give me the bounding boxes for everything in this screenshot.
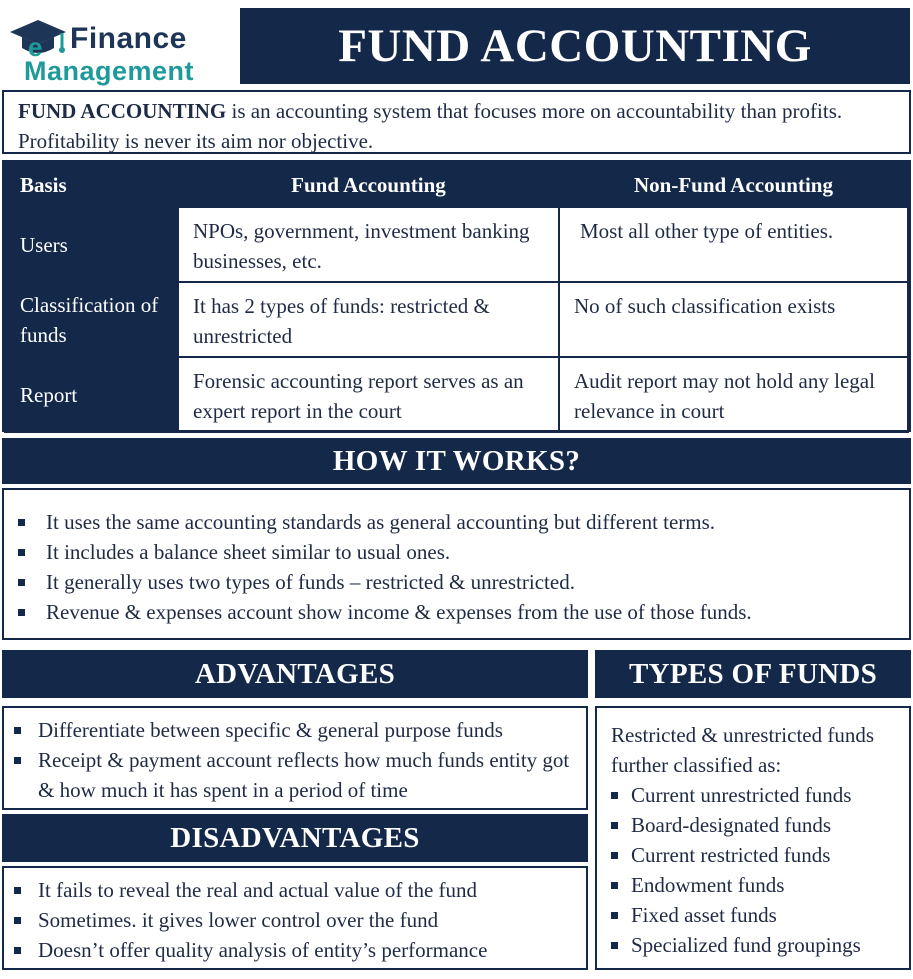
advantages-list — [14, 715, 576, 805]
bullet-icon — [14, 757, 21, 764]
row-fund: NPOs, government, investment banking businesses, etc. — [178, 207, 559, 282]
bullet-icon — [14, 727, 21, 734]
bullet-icon — [611, 792, 618, 799]
disadvantages-heading: DISADVANTAGES — [2, 814, 588, 862]
list-item: Board-designated funds — [611, 810, 895, 840]
bullet-icon — [14, 947, 21, 954]
types-of-funds-intro: Restricted & unrestricted funds further classified as: — [611, 723, 875, 777]
bullet-icon — [611, 882, 618, 889]
header-non-fund-accounting: Non-Fund Accounting — [559, 163, 908, 207]
intro-term: FUND ACCOUNTING — [18, 99, 227, 123]
bullet-icon — [18, 549, 25, 556]
advantages-box — [2, 706, 588, 810]
list-item: Current unrestricted funds — [611, 780, 895, 810]
table-row — [5, 282, 908, 357]
bullet-icon — [611, 912, 618, 919]
row-fund: It has 2 types of funds: restricted & unrestricted — [178, 282, 559, 357]
types-of-funds-list — [611, 780, 895, 960]
how-it-works-box — [2, 488, 911, 640]
logo-finance-text: Finance — [70, 22, 187, 55]
table-row — [5, 207, 908, 282]
list-item: Doesn’t offer quality analysis of entity’s performance — [14, 935, 576, 965]
bullet-icon — [611, 852, 618, 859]
row-nonfund: No of such classification exists — [559, 282, 908, 357]
svg-text:e: e — [28, 32, 43, 60]
logo-management-text: Management — [24, 56, 195, 86]
bullet-icon — [14, 887, 21, 894]
list-item: It fails to reveal the real and actual value of the fund — [14, 875, 576, 905]
page-title: FUND ACCOUNTING — [240, 8, 910, 84]
bullet-icon — [611, 942, 618, 949]
logo — [4, 6, 240, 86]
table-row — [5, 357, 908, 432]
disadvantages-box — [2, 866, 588, 970]
bullet-icon — [611, 822, 618, 829]
row-fund: Forensic accounting report serves as an expert report in the court — [178, 357, 559, 432]
row-basis: Users — [5, 207, 178, 282]
row-basis: Classification of funds — [5, 282, 178, 357]
types-of-funds-box — [595, 706, 911, 970]
list-item: Receipt & payment account reflects how much funds entity got & how much it has spent in a period of time — [14, 745, 576, 805]
table-header-row — [5, 163, 908, 207]
header-fund-accounting: Fund Accounting — [178, 163, 559, 207]
list-item: It uses the same accounting standards as general accounting but different terms. — [18, 507, 895, 537]
header-basis: Basis — [5, 163, 178, 207]
how-it-works-heading: HOW IT WORKS? — [2, 438, 911, 484]
list-item: Sometimes. it gives lower control over the fund — [14, 905, 576, 935]
list-item: It includes a balance sheet similar to usual ones. — [18, 537, 895, 567]
graduation-cap-icon — [6, 14, 68, 60]
comparison-table — [2, 160, 911, 432]
intro-box — [2, 90, 911, 154]
list-item: Specialized fund groupings — [611, 930, 895, 960]
bullet-icon — [18, 609, 25, 616]
bullet-icon — [18, 579, 25, 586]
list-item: Revenue & expenses account show income & expenses from the use of those funds. — [18, 597, 895, 627]
list-item: Differentiate between specific & general purpose funds — [14, 715, 576, 745]
row-basis: Report — [5, 357, 178, 432]
bullet-icon — [18, 519, 25, 526]
list-item: Fixed asset funds — [611, 900, 895, 930]
bullet-icon — [14, 917, 21, 924]
intro-text: is an accounting system that focuses more on accountability than profits. Profitability is never its aim nor objective. — [18, 99, 843, 153]
row-nonfund: Most all other type of entities. — [559, 207, 908, 282]
row-nonfund: Audit report may not hold any legal relevance in court — [559, 357, 908, 432]
advantages-heading: ADVANTAGES — [2, 650, 588, 698]
disadvantages-list — [14, 875, 576, 965]
list-item: Current restricted funds — [611, 840, 895, 870]
types-of-funds-heading: TYPES OF FUNDS — [595, 650, 911, 698]
list-item: It generally uses two types of funds – restricted & unrestricted. — [18, 567, 895, 597]
how-it-works-list — [18, 507, 895, 627]
list-item: Endowment funds — [611, 870, 895, 900]
